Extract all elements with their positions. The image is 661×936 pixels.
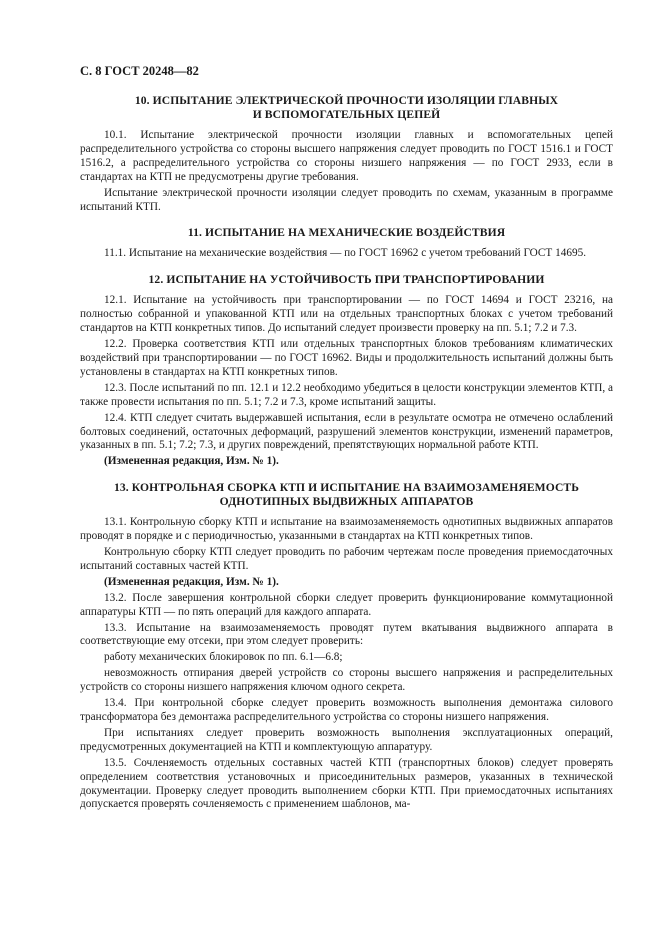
paragraph-10-scheme: Испытание электрической прочности изоляции следует проводить по схемам, указанным в программе испытаний КТП. bbox=[80, 186, 613, 213]
amendment-note-13: (Измененная редакция, Изм. № 1). bbox=[104, 575, 279, 588]
paragraph-12-2: 12.2. Проверка соответствия КТП или отдельных транспортных блоков требованиям климатических воздействий при транспортировании — по ГОСТ 16962. Виды и продолжительность испытаний должны быть установлены в стандартах на КТП конкретных типов. bbox=[80, 338, 613, 378]
section-10 bbox=[80, 94, 613, 214]
paragraph-11-1: 11.1. Испытание на механические воздействия — по ГОСТ 16962 с учетом требований ГОСТ 14695. bbox=[104, 247, 587, 260]
section-13-heading-line2: ОДНОТИПНЫХ ВЫДВИЖНЫХ АППАРАТОВ bbox=[219, 495, 474, 509]
paragraph-13-4: 13.4. При контрольной сборке следует проверить возможность выполнения демонтажа силового трансформатора без демонтажа распределительного устройства со стороны низшего напряжения. bbox=[80, 697, 613, 723]
paragraph-12-4: 12.4. КТП следует считать выдержавшей испытания, если в результате осмотра не отмечено ослаблений болтовых соединений, остаточных деформаций, разрушений элементов конструкции, изменений параметров, указанных в пп. 5.1; 7.2; 7.3, и других повреждений, препятствующих нормальной работе КТП. bbox=[80, 411, 613, 452]
section-12-heading: 12. ИСПЫТАНИЕ НА УСТОЙЧИВОСТЬ ПРИ ТРАНСПОРТИРОВАНИИ bbox=[148, 273, 545, 287]
paragraph-12-1: 12.1. Испытание на устойчивость при транспортировании — по ГОСТ 14694 и ГОСТ 23216, на полностью собранной и упакованной КТП или на отдельных транспортных блоках с учетом требований стандартов на КТП конкретных типов. До испытаний следует произвести проверку на пп. 5.1; 7.2 и 7.3. bbox=[80, 294, 613, 335]
list-item-doors: невозможность отпирания дверей устройств со стороны высшего напряжения и распределительных устройств со стороны низшего напряжения ключом одного секрета. bbox=[80, 667, 613, 694]
section-13-heading bbox=[80, 481, 613, 509]
paragraph-13-assembly: Контрольную сборку КТП следует проводить по рабочим чертежам после проведения приемосдаточных испытаний составных частей КТП. bbox=[80, 546, 613, 572]
paragraph-12-3: 12.3. После испытаний по пп. 12.1 и 12.2 необходимо убедиться в целости конструкции элементов КТП, а также провести испытания по пп. 5.1; 7.2 и 7.3, кроме испытаний защиты. bbox=[80, 381, 613, 408]
paragraph-10-1: 10.1. Испытание электрической прочности изоляции главных и вспомогательных цепей распределительного устройства со стороны высшего напряжения следует проводить по ГОСТ 1516.1 и ГОСТ 1516.2, а распределительного устройства со стороны низшего напряжения — по ГОСТ 2933, если в стандартах на КТП не предусмотрены другие требования. bbox=[80, 129, 613, 183]
section-13 bbox=[80, 481, 613, 812]
section-10-heading-line2: И ВСПОМОГАТЕЛЬНЫХ ЦЕПЕЙ bbox=[252, 108, 441, 121]
paragraph-13-5: 13.5. Сочленяемость отдельных составных частей КТП (транспортных блоков) следует проверять определением соответствия установочных и присоединительных размеров, указанных в технической документации. Проверку следует проводить выполнением сборки КТП. При приемосдаточных испытаниях допускается проверять сочленяемость с применением шаблонов, ма- bbox=[80, 756, 613, 811]
amendment-note-12: (Измененная редакция, Изм. № 1). bbox=[104, 455, 279, 468]
list-item-blocking: работу механических блокировок по пп. 6.1—6.8; bbox=[104, 651, 343, 664]
section-10-heading bbox=[80, 94, 613, 122]
section-13-heading-line1: 13. КОНТРОЛЬНАЯ СБОРКА КТП И ИСПЫТАНИЕ НА ВЗАИМОЗАМЕНЯЕМОСТЬ bbox=[113, 481, 580, 495]
section-11-heading: 11. ИСПЫТАНИЕ НА МЕХАНИЧЕСКИЕ ВОЗДЕЙСТВИЯ bbox=[187, 226, 506, 240]
section-11 bbox=[80, 226, 613, 261]
paragraph-13-operations: При испытаниях следует проверить возможность выполнения эксплуатационных операций, предусмотренных документацией на КТП и комплектующую аппаратуру. bbox=[80, 726, 613, 753]
paragraph-13-1: 13.1. Контрольную сборку КТП и испытание на взаимозаменяемость однотипных выдвижных аппаратов проводят в порядке и с периодичностью, указанными в стандартах на КТП конкретных типов. bbox=[80, 516, 613, 543]
page-header: С. 8 ГОСТ 20248—82 bbox=[80, 64, 199, 78]
paragraph-13-2: 13.2. После завершения контрольной сборки следует проверить функционирование коммутационной аппаратуры КТП — по пять операций для каждого аппарата. bbox=[80, 591, 613, 618]
section-10-heading-line1: 10. ИСПЫТАНИЕ ЭЛЕКТРИЧЕСКОЙ ПРОЧНОСТИ ИЗОЛЯЦИИ ГЛАВНЫХ bbox=[134, 94, 559, 107]
paragraph-13-3: 13.3. Испытание на взаимозаменяемость проводят путем вкатывания выдвижного аппарата в соответствующие ему отсеки, при этом следует проверить: bbox=[80, 621, 613, 648]
section-12 bbox=[80, 273, 613, 469]
